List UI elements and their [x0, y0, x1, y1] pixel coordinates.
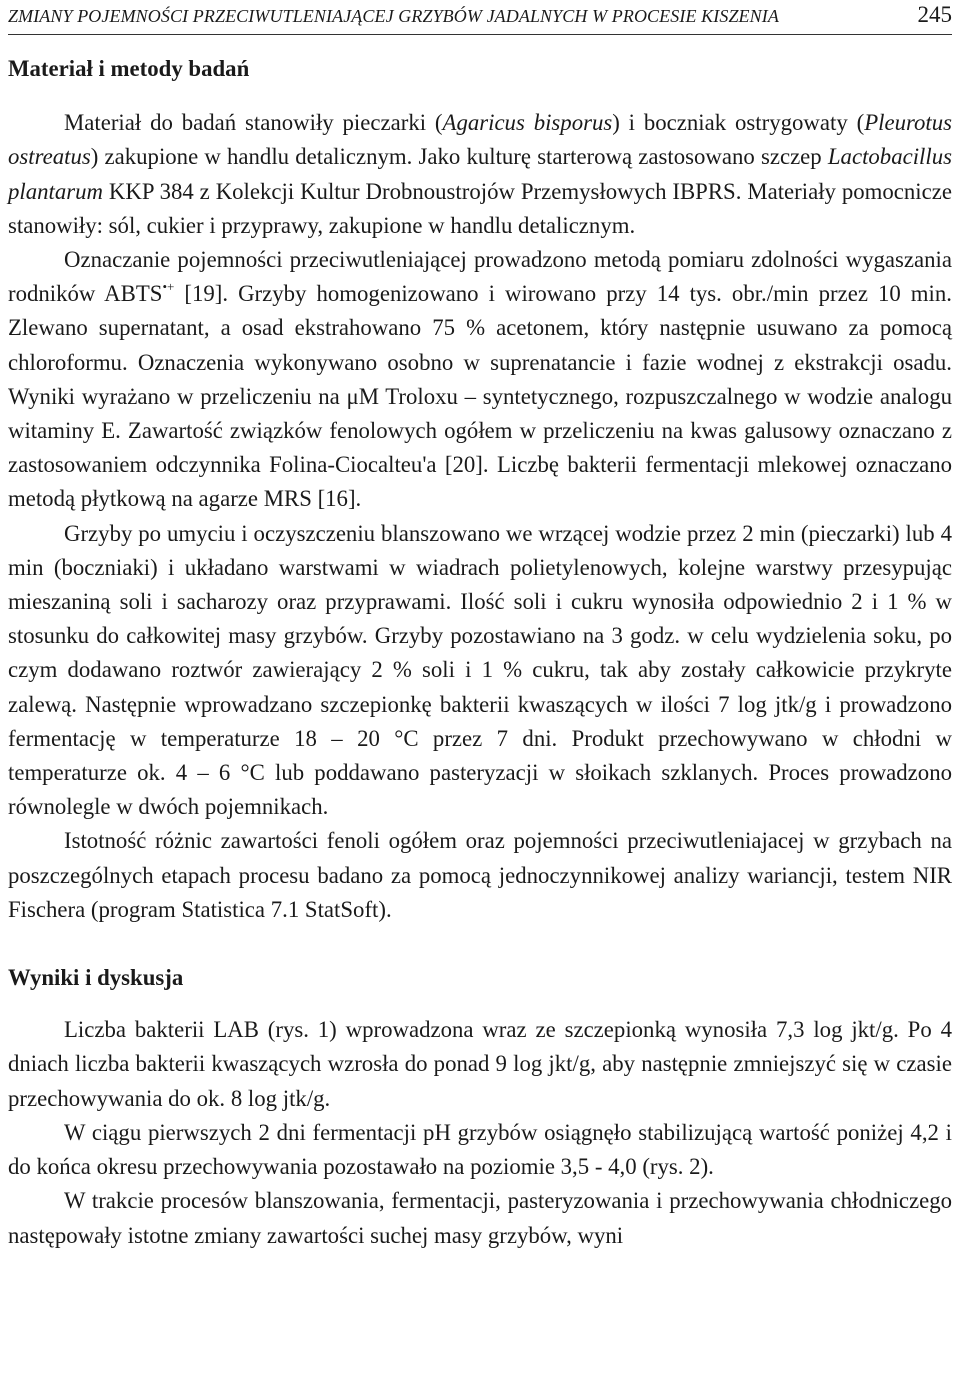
- paragraph-materials: [8, 106, 952, 243]
- paragraph-dry-mass: W trakcie procesów blanszowania, fermentacji, pasteryzowania i przechowywania chłodniczego następowały istotne zmiany zawartości suchej masy grzybów, wyni: [8, 1188, 952, 1248]
- radical-superscript: •+: [162, 279, 175, 295]
- text-run: Oznaczanie pojemności przeciwutleniającej prowadzono metodą pomiaru zdolności wygaszania rodników ABTS: [8, 247, 952, 307]
- paragraph-antioxidant-method: [8, 243, 952, 517]
- section-heading-methods: Materiał i metody badań: [8, 56, 250, 81]
- page-number: 245: [917, 2, 952, 27]
- running-title: ZMIANY POJEMNOŚCI PRZECIWUTLENIAJĄCEJ GRZYBÓW JADALNYCH W PROCESIE KISZENIA: [8, 6, 779, 26]
- species-name: Agaricus bisporus: [442, 110, 613, 136]
- paragraph-statistics: Istotność różnic zawartości fenoli ogółem oraz pojemności przeciwutleniajacej w grzybach na poszczególnych etapach procesu badano za pomocą jednoczynnikowej analizy wariancji, testem NIR Fischera (program Statistica 7.1 StatSoft).: [8, 828, 952, 922]
- species-name: Pleurotus ostreatus: [8, 110, 952, 170]
- text-run: KKP 384 z Kolekcji Kultur Drobnoustrojów Przemysłowych IBPRS. Materiały pomocnicze stanowiły: sól, cukier i przyprawy, zakupione w handlu detalicznym.: [8, 178, 952, 238]
- text-run: Materiał do badań stanowiły pieczarki (: [64, 110, 443, 136]
- section-heading-results: Wyniki i dyskusja: [8, 965, 184, 991]
- article-body: [8, 52, 952, 1253]
- paragraph-lab-count: Liczba bakterii LAB (rys. 1) wprowadzona wraz ze szczepionką wynosiła 7,3 log jkt/g. Po 4 dniach liczba bakterii kwaszących wzrosła do ponad 9 log jkt/g, aby następnie zmniejszyć się w czasie przechowywania do ok. 8 log jtk/g.: [8, 1017, 952, 1111]
- text-run: ) i boczniak ostrygowaty (: [612, 110, 865, 136]
- species-name: Lactobacillus plantarum: [8, 144, 952, 204]
- running-header: [8, 0, 952, 35]
- text-run: ) zakupione w handlu detalicznym. Jako kulturę starterową zastosowano szczep: [90, 144, 828, 170]
- paragraph-ph: W ciągu pierwszych 2 dni fermentacji pH grzybów osiągnęło stabilizującą wartość poniżej 4,2 i do końca okresu przechowywania pozostawało na poziomie 3,5 - 4,0 (rys. 2).: [8, 1119, 952, 1180]
- paragraph-fermentation-process: Grzyby po umyciu i oczyszczeniu blanszowano we wrzącej wodzie przez 2 min (pieczarki) lub 4 min (boczniaki) i układano warstwami w wiadrach polietylenowych, kolejne warstwy przesypując mieszaniną soli i sacharozy oraz przyprawami. Ilość soli i cukru wynosiła odpowiednio 2 i 1 % w stosunku do całkowitej masy grzybów. Grzyby pozostawiano na 3 godz. w celu wydzielenia soku, po czym dodawano roztwór zawierający 2 % soli i 1 % cukru, tak aby zostały całkowicie przykryte zalewą. Następnie wprowadzano szczepionkę bakterii kwaszących w ilości 7 log jtk/g i prowadzono fermentację w temperaturze 18 – 20 °C przez 7 dni. Produkt przechowywano w chłodni w temperaturze ok. 4 – 6 °C lub poddawano pasteryzacji w słoikach szklanych. Proces prowadzono równolegle w dwóch pojemnikach.: [8, 520, 952, 820]
- text-run: [19]. Grzyby homogenizowano i wirowano przy 14 tys. obr./min przez 10 min. Zlewano supernatant, a osad ekstrahowano 75 % acetonem, który następnie usuwano za pomocą chloroformu. Oznaczenia wykonywano osobno w suprenatancie i fazie wodnej z ekstrakcji osadu. Wyniki wyrażano w przeliczeniu na μM Troloxu – syntetycznego, rozpuszczalnego w wodzie analogu witaminy E. Zawartość związków fenolowych ogółem w przeliczeniu na kwas galusowy oznaczano z zastosowaniem odczynnika Folina-Ciocalteu'a [20]. Liczbę bakterii fermentacji mlekowej oznaczano metodą płytkową na agarze MRS [16].: [8, 281, 952, 512]
